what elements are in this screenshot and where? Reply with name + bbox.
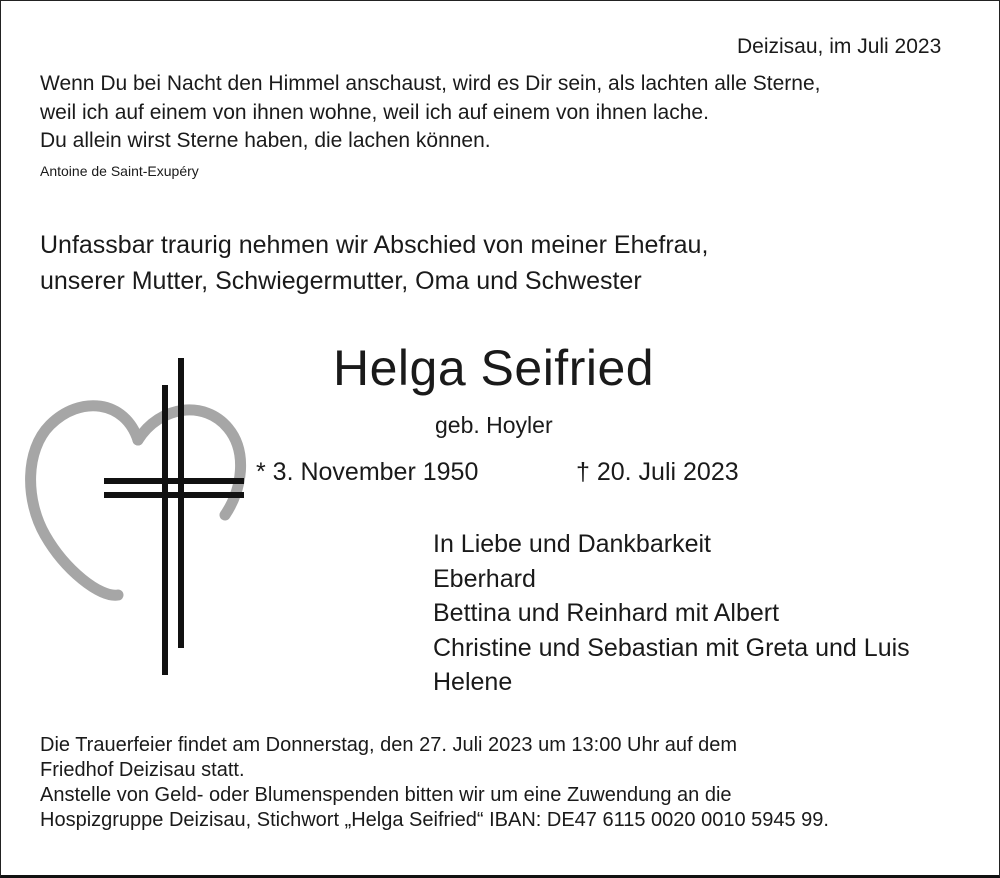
service-line: Die Trauerfeier findet am Donnerstag, den 27. Juli 2023 um 13:00 Uhr auf dem [40,734,738,756]
family-line: Christine und Sebastian mit Greta und Luis [433,633,910,662]
family-signatures [433,527,910,700]
maiden-name: geb. Hoyler [435,412,553,438]
cross-vertical-bar [178,358,184,648]
family-line: Helene [433,668,513,696]
cross-horizontal-bar [104,492,244,498]
cross-vertical-bar [162,385,168,675]
intro-line: unserer Mutter, Schwiegermutter, Oma und Schwester [40,267,642,295]
birth-date: * 3. November 1950 [256,458,479,486]
place-date: Deizisau, im Juli 2023 [737,35,942,58]
intro-line: Unfassbar traurig nehmen wir Abschied von meiner Ehefrau, [40,231,709,259]
family-line: Bettina und Reinhard mit Albert [433,599,780,627]
quote [40,70,820,156]
service-info [40,733,829,833]
quote-line: Wenn Du bei Nacht den Himmel anschaust, wird es Dir sein, als lachten alle Sterne, [40,72,821,95]
heart-cross-icon [20,350,260,680]
service-line: Hospizgruppe Deizisau, Stichwort „Helga Seifried“ IBAN: DE47 6115 0020 0010 5945 99. [40,809,829,831]
quote-line: Du allein wirst Sterne haben, die lachen können. [40,129,491,152]
deceased-name: Helga Seifried [333,340,655,396]
heart-outline [31,406,138,596]
service-line: Friedhof Deizisau statt. [40,759,245,781]
quote-line: weil ich auf einem von ihnen wohne, weil ich auf einem von ihnen lache. [40,100,709,124]
cross-horizontal-bar [104,478,244,484]
heart-outline [138,410,241,515]
death-date: † 20. Juli 2023 [576,458,739,486]
intro-text [40,227,708,299]
quote-author: Antoine de Saint-Exupéry [40,163,199,179]
family-line: In Liebe und Dankbarkeit [433,530,711,558]
service-line: Anstelle von Geld- oder Blumenspenden bitten wir um eine Zuwendung an die [40,784,732,806]
family-line: Eberhard [433,564,536,593]
